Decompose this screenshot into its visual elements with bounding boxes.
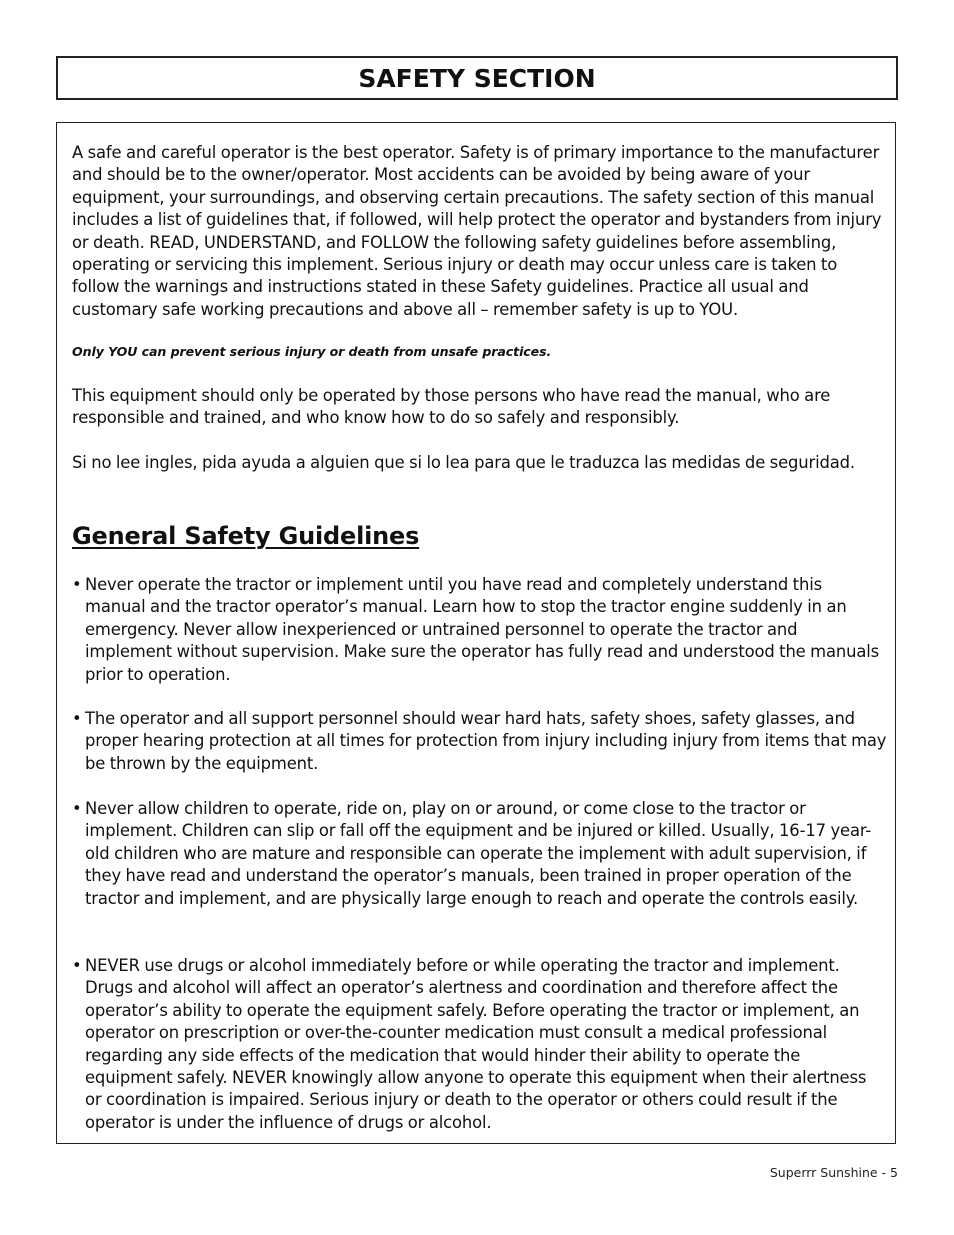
- intro-paragraph: A safe and careful operator is the best operator. Safety is of primary importance to the manufacturer and should be to the owner/operator. Most accidents can be avoided by being aware of your equipment, your surroundings, and observing certain precautions. The safety section of this manual includes a list of guidelines that, if followed, will help protect the operator and bystanders from injury or death. READ, UNDERSTAND, and FOLLOW the following safety guidelines before assembling, operating or servicing this implement. Serious injury or death may occur unless care is taken to follow the warnings and instructions stated in these Safety guidelines. Practice all usual and customary safe working precautions and above all – remember safety is up to YOU.: [72, 143, 882, 319]
- spanish-paragraph: Si no lee ingles, pida ayuda a alguien que si lo lea para que le traduzca las medidas de seguridad.: [72, 453, 855, 472]
- guideline-item: [72, 955, 887, 1134]
- section-title-box: [56, 56, 898, 100]
- bullet-icon: •: [72, 709, 82, 728]
- guideline-item: [72, 708, 887, 775]
- content-box: [56, 122, 896, 1144]
- guideline-text: Never allow children to operate, ride on, play on or around, or come close to the tractor or implement. Children can slip or fall off the equipment and be injured or killed. Usually, 16-17 year-old children who are mature and responsible can operate the implement with adult supervision, if they have read and understand the operator’s manuals, been trained in proper operation of the tractor and implement, and are physically large enough to reach and operate the controls easily.: [85, 799, 872, 908]
- bullet-icon: •: [72, 799, 82, 818]
- page-title: SAFETY SECTION: [358, 63, 596, 93]
- operator-paragraph: This equipment should only be operated by those persons who have read the manual, who are responsible and trained, and who know how to do so safely and responsibly.: [72, 386, 831, 428]
- bullet-icon: •: [72, 956, 82, 975]
- guideline-item: [72, 798, 887, 910]
- guideline-text: Never operate the tractor or implement until you have read and completely understand this manual and the tractor operator’s manual. Learn how to stop the tractor engine suddenly in an emergency. Never allow inexperienced or untrained personnel to operate the tractor and implement without supervision. Make sure the operator has fully read and understood the manuals prior to operation.: [85, 575, 880, 684]
- page-footer: Superrr Sunshine - 5: [769, 1165, 898, 1180]
- guideline-text: The operator and all support personnel should wear hard hats, safety shoes, safety glasses, and proper hearing protection at all times for protection from injury including injury from items that may be thrown by the equipment.: [85, 709, 887, 773]
- guideline-text: NEVER use drugs or alcohol immediately before or while operating the tractor and implement. Drugs and alcohol will affect an operator’s alertness and coordination and therefore affect the operator’s ability to operate the equipment safely. Before operating the tractor or implement, an operator on prescription or over-the-counter medication must consult a medical professional regarding any side effects of the medication that would hinder their ability to operate the equipment safely. NEVER knowingly allow anyone to operate this equipment when their alertness or coordination is impaired. Serious injury or death to the operator or others could result if the operator is under the influence of drugs or alcohol.: [85, 956, 867, 1132]
- section-heading: General Safety Guidelines: [72, 522, 420, 550]
- guideline-item: [72, 574, 887, 686]
- emphasis-note: Only YOU can prevent serious injury or death from unsafe practices.: [72, 344, 552, 359]
- bullet-icon: •: [72, 575, 82, 594]
